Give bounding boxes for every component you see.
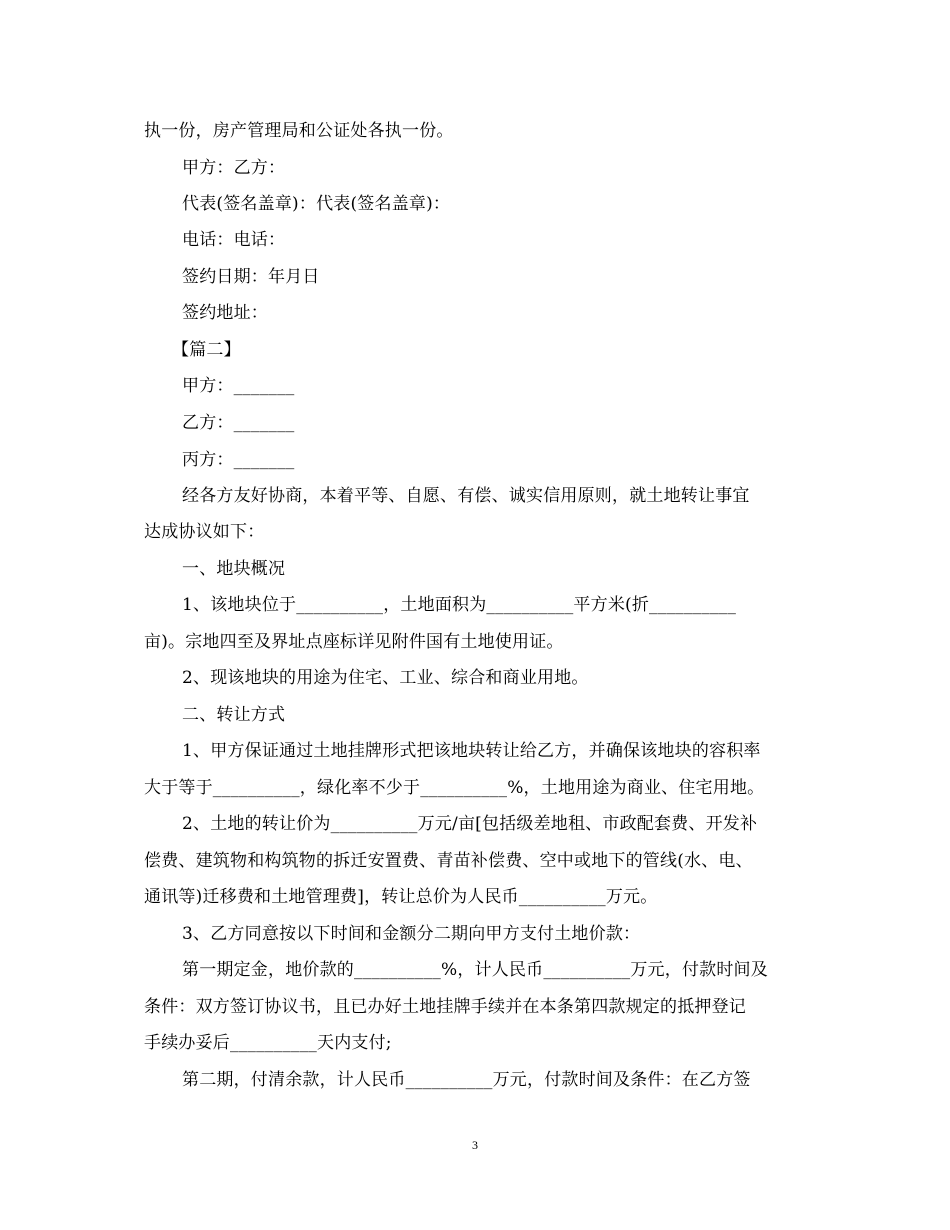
text-line: 第二期，付清余款，计人民币__________万元，付款时间及条件：在乙方签 bbox=[182, 1070, 751, 1090]
text-line: 通讯等)迁移费和土地管理费]，转让总价为人民币__________万元。 bbox=[144, 887, 658, 907]
text-line: 达成协议如下： bbox=[144, 522, 265, 542]
text-line: 甲方：乙方： bbox=[182, 158, 286, 178]
text-line: 签约地址： bbox=[182, 303, 268, 323]
text-line: 2、现该地块的用途为住宅、工业、综合和商业用地。 bbox=[182, 668, 589, 688]
text-line: 甲方：_______ bbox=[182, 376, 295, 396]
text-line: 1、该地块位于__________，土地面积为__________平方米(折__________ bbox=[182, 595, 737, 615]
page-number: 3 bbox=[472, 1138, 478, 1152]
text-line: 签约日期：年月日 bbox=[182, 267, 320, 287]
text-line: 第一期定金，地价款的__________%，计人民币__________万元，付款时间及 bbox=[182, 960, 768, 980]
text-line: 偿费、建筑物和构筑物的拆迁安置费、青苗补偿费、空中或地下的管线(水、电、 bbox=[144, 851, 753, 871]
text-line: 丙方：_______ bbox=[182, 450, 295, 470]
text-line: 2、土地的转让价为__________万元/亩[包括级差地租、市政配套费、开发补 bbox=[182, 814, 758, 834]
text-line: 大于等于__________，绿化率不少于__________%，土地用途为商业、住宅用地。 bbox=[144, 778, 765, 798]
text-line: 经各方友好协商，本着平等、自愿、有偿、诚实信用原则，就土地转让事宜 bbox=[182, 486, 750, 506]
text-line: 1、甲方保证通过土地挂牌形式把该地块转让给乙方，并确保该地块的容积率 bbox=[182, 741, 761, 761]
text-line: 执一份，房产管理局和公证处各执一份。 bbox=[144, 121, 454, 141]
text-line: 手续办妥后__________天内支付; bbox=[144, 1033, 392, 1053]
text-line: 乙方：_______ bbox=[182, 413, 295, 433]
text-line: 代表(签名盖章)：代表(签名盖章)： bbox=[182, 194, 451, 214]
text-line: 条件：双方签订协议书，且已办好土地挂牌手续并在本条第四款规定的抵押登记 bbox=[144, 997, 746, 1017]
text-line: 亩)。宗地四至及界址点座标详见附件国有土地使用证。 bbox=[144, 632, 564, 652]
text-line: 电话：电话： bbox=[182, 230, 286, 250]
text-line: 二、转让方式 bbox=[182, 705, 286, 725]
text-line: 3、乙方同意按以下时间和金额分二期向甲方支付土地价款： bbox=[182, 924, 641, 944]
text-line: 一、地块概况 bbox=[182, 559, 286, 579]
section-heading: 【篇二】 bbox=[172, 340, 241, 360]
